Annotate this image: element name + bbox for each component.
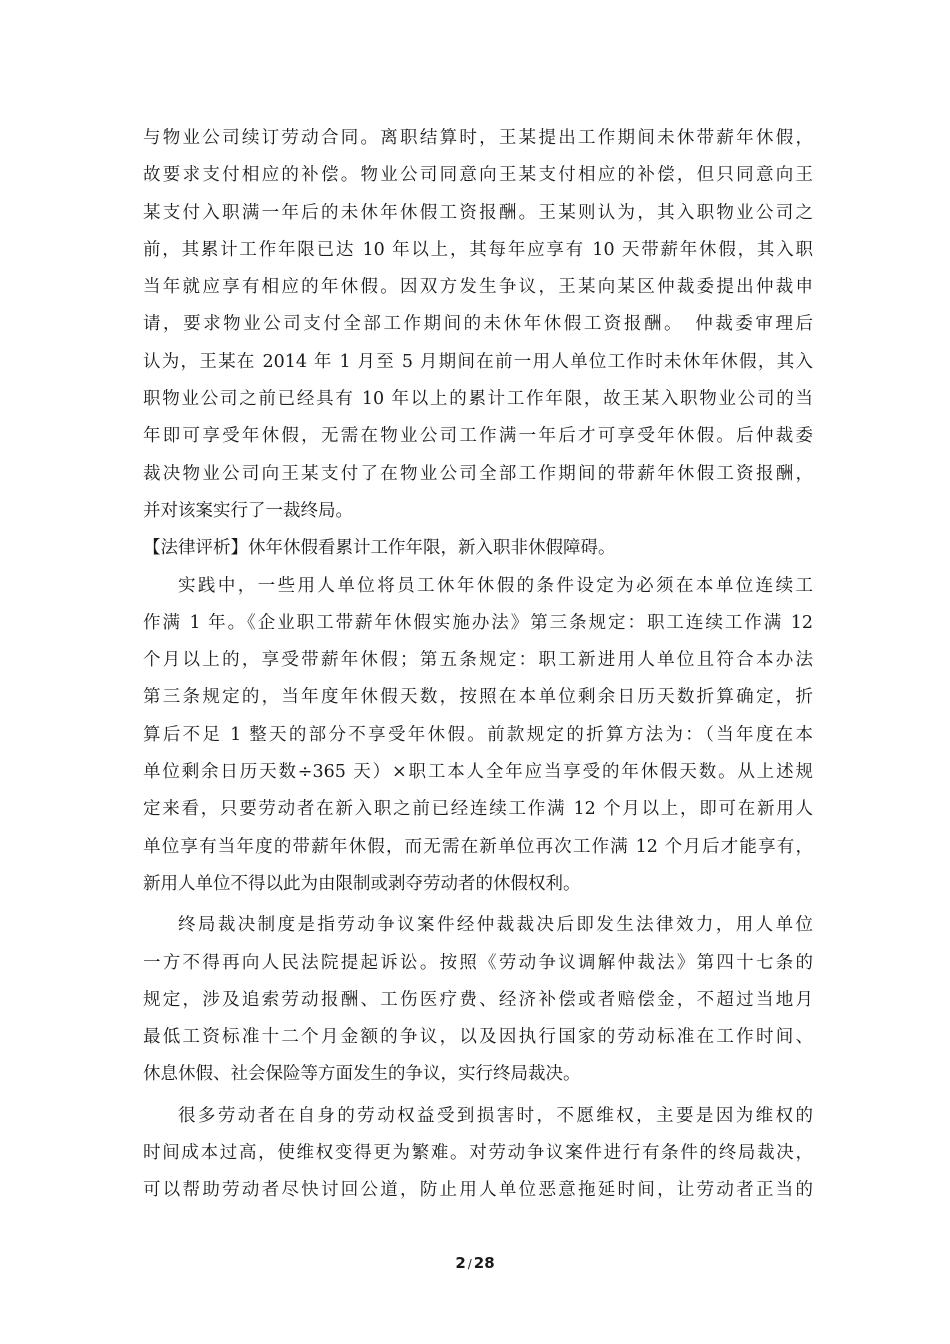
current-page-number: 2	[455, 1254, 466, 1272]
paragraph-practice	[143, 568, 813, 904]
text-line: 并对该案实行了一裁终局。	[143, 500, 353, 521]
paragraph-legal-analysis-heading	[143, 530, 813, 567]
text-line: 与物业公司续订劳动合同。离职结算时，王某提出工作期间未休带薪年休假，	[143, 128, 813, 148]
text-line: 第三条规定的，当年度年休假天数，按照在本单位剩余日历天数折算确定，折	[143, 687, 813, 708]
text-line: 实践中，一些用人单位将员工休年休假的条件设定为必须在本单位连续工	[178, 575, 813, 596]
document-body	[143, 120, 813, 1210]
total-page-count: 28	[473, 1254, 495, 1272]
text-line: 前，其累计工作年限已达 10 年以上，其每年应享有 10 天带薪年休假，其入职	[143, 239, 813, 260]
paragraph-rights-protection	[143, 1098, 813, 1210]
text-line: 定来看，只要劳动者在新入职之前已经连续工作满 12 个月以上，即可在新用人	[143, 799, 813, 820]
text-line: 作满 1 年。《企业职工带薪年休假实施办法》第三条规定：职工连续工作满 12	[143, 612, 813, 633]
text-line: 裁决物业公司向王某支付了在物业公司全部工作期间的带薪年休假工资报酬，	[143, 463, 813, 484]
text-line: 请，要求物业公司支付全部工作期间的未休年休假工资报酬。 仲裁委审理后	[143, 314, 813, 335]
text-line: 职物业公司之前已经具有 10 年以上的累计工作年限，故王某入职物业公司的当	[143, 389, 813, 410]
text-line: 新用人单位不得以此为由限制或剥夺劳动者的休假权利。	[143, 873, 581, 894]
text-line: 最低工资标准十二个月金额的争议，以及因执行国家的劳动标准在工作时间、	[143, 1027, 813, 1048]
text-line: 时间成本过高，使维权变得更为繁难。对劳动争议案件进行有条件的终局裁决，	[143, 1143, 813, 1164]
text-line: 单位享有当年度的带薪年休假，而无需在新单位再次工作满 12 个月后才能享有，	[143, 836, 813, 857]
page-number	[0, 1254, 950, 1272]
section-heading: 【法律评析】休年休假看累计工作年限，新入职非休假障碍。	[143, 538, 616, 559]
text-line: 规定，涉及追索劳动报酬、工伤医疗费、经济补偿或者赔偿金，不超过当地月	[143, 989, 813, 1010]
text-line: 可以帮助劳动者尽快讨回公道，防止用人单位恶意拖延时间，让劳动者正当的	[143, 1180, 813, 1201]
text-line: 很多劳动者在自身的劳动权益受到损害时，不愿维权，主要是因为维权的	[178, 1105, 813, 1126]
text-line: 年即可享受年休假，无需在物业公司工作满一年后才可享受年休假。后仲裁委	[143, 426, 813, 447]
text-line: 算后不足 1 整天的部分不享受年休假。前款规定的折算方法为：（当年度在本	[143, 724, 813, 745]
text-line: 休息休假、社会保险等方面发生的争议，实行终局裁决。	[143, 1064, 581, 1085]
text-line: 认为，王某在 2014 年 1 月至 5 月期间在前一用人单位工作时未休年休假，其入	[143, 351, 813, 372]
text-line: 个月以上的，享受带薪年休假；第五条规定：职工新进用人单位且符合本办法	[143, 650, 813, 671]
page-separator: /	[467, 1257, 472, 1271]
paragraph-final-ruling	[143, 907, 813, 1093]
text-line: 单位剩余日历天数÷365 天）×职工本人全年应当享受的年休假天数。从上述规	[143, 762, 813, 783]
paragraph-case-facts	[143, 120, 813, 530]
text-line: 故要求支付相应的补偿。物业公司同意向王某支付相应的补偿，但只同意向王	[143, 165, 813, 186]
text-line: 一方不得再向人民法院提起诉讼。按照《劳动争议调解仲裁法》第四十七条的	[143, 952, 813, 973]
text-line: 终局裁决制度是指劳动争议案件经仲裁裁决后即发生法律效力，用人单位	[178, 915, 813, 936]
text-line: 某支付入职满一年后的未休年休假工资报酬。王某则认为，其入职物业公司之	[143, 202, 813, 223]
text-line: 当年就应享有相应的年休假。因双方发生争议，王某向某区仲裁委提出仲裁申	[143, 277, 813, 298]
